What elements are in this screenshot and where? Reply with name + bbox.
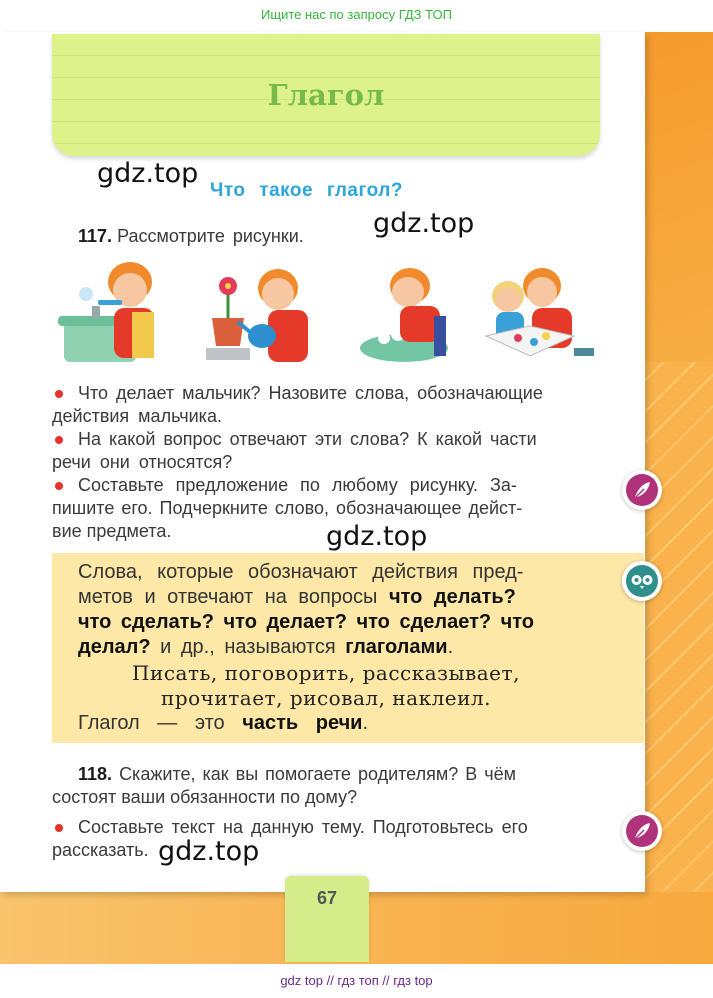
rule-text: . [362,712,369,734]
rule-term: глаголами [345,636,448,658]
exercise-117-heading [78,226,304,247]
exercise-text: Скажите, как вы помогаете родителям? В чём [119,764,516,784]
rule-text-line [78,636,453,659]
children-reading-book-picture [478,256,608,372]
exercise-instruction: Рассмотрите рисунки. [117,226,304,246]
exercise-117-task-3-line: вие предмета. [52,521,172,541]
exercise-117-task-2-line: На какой вопрос отвечают эти слова? К какой части [78,429,537,449]
chapter-title: Глагол [267,78,385,112]
page-number: 67 [316,888,338,908]
exercise-118-line [78,764,516,785]
pen-feather-icon [622,811,662,851]
exercise-117-task-3-line: пишите его. Подчеркните слово, обозначающее дейст- [52,498,523,518]
rule-question: делал? [78,636,151,658]
exercise-117-task-2-line: речи они относятся? [52,452,233,472]
exercise-118-task-line: Составьте текст на данную тему. Подготовьтесь его [78,817,528,837]
exercise-117-task-1-line: Что делает мальчик? Назовите слова, обозначающие [78,383,543,403]
rule-text: Глагол — это [78,712,225,734]
exercise-number: 117. [78,226,113,246]
rule-question: что сделать? что делает? что сделает? что [78,611,535,633]
top-banner: Ищите нас по запросу ГДЗ ТОП [261,7,452,22]
boy-watering-flower-picture [198,256,328,372]
rule-text-line: Слова, которые обозначают действия пред- [78,561,524,583]
exercise-number: 118. [78,764,113,784]
rule-question: что делать? [388,586,516,608]
rule-text-line [78,586,516,609]
rule-example-line: Писать, поговорить, рассказывает, [132,661,520,685]
boy-washing-clothes-picture [348,256,478,372]
section-subtitle: Что такое глагол? [210,180,403,201]
watermark: gdz.top [326,521,428,552]
rule-term: часть речи [242,712,363,734]
illustrations [58,256,598,372]
exercise-117-task-1-line: действия мальчика. [52,406,222,426]
bullet-marker [55,390,63,398]
rule-text: и др., называются [160,636,336,658]
bullet-marker [55,482,63,490]
rule-text-line [78,611,534,634]
bullet-marker [55,436,63,444]
watermark: gdz.top [158,836,260,867]
boy-brushing-teeth-picture [58,256,188,372]
rule-example-line: прочитает, рисовал, наклеил. [161,686,491,710]
exercise-117-task-3-line: Составьте предложение по любому рисунку. За- [78,475,517,495]
owl-icon [622,561,662,601]
bottom-banner: gdz top // гдз топ // гдз top [280,973,433,988]
pen-feather-icon [622,470,662,510]
exercise-118-task-line: рассказать. [52,840,149,860]
rule-text: . [447,636,454,658]
watermark: gdz.top [97,158,199,189]
bullet-marker [55,824,63,832]
watermark: gdz.top [373,208,475,239]
rule-text: метов и отвечают на вопросы [78,586,378,608]
exercise-118-line: состоят ваши обязанности по дому? [52,787,358,807]
rule-text-line [78,712,368,735]
